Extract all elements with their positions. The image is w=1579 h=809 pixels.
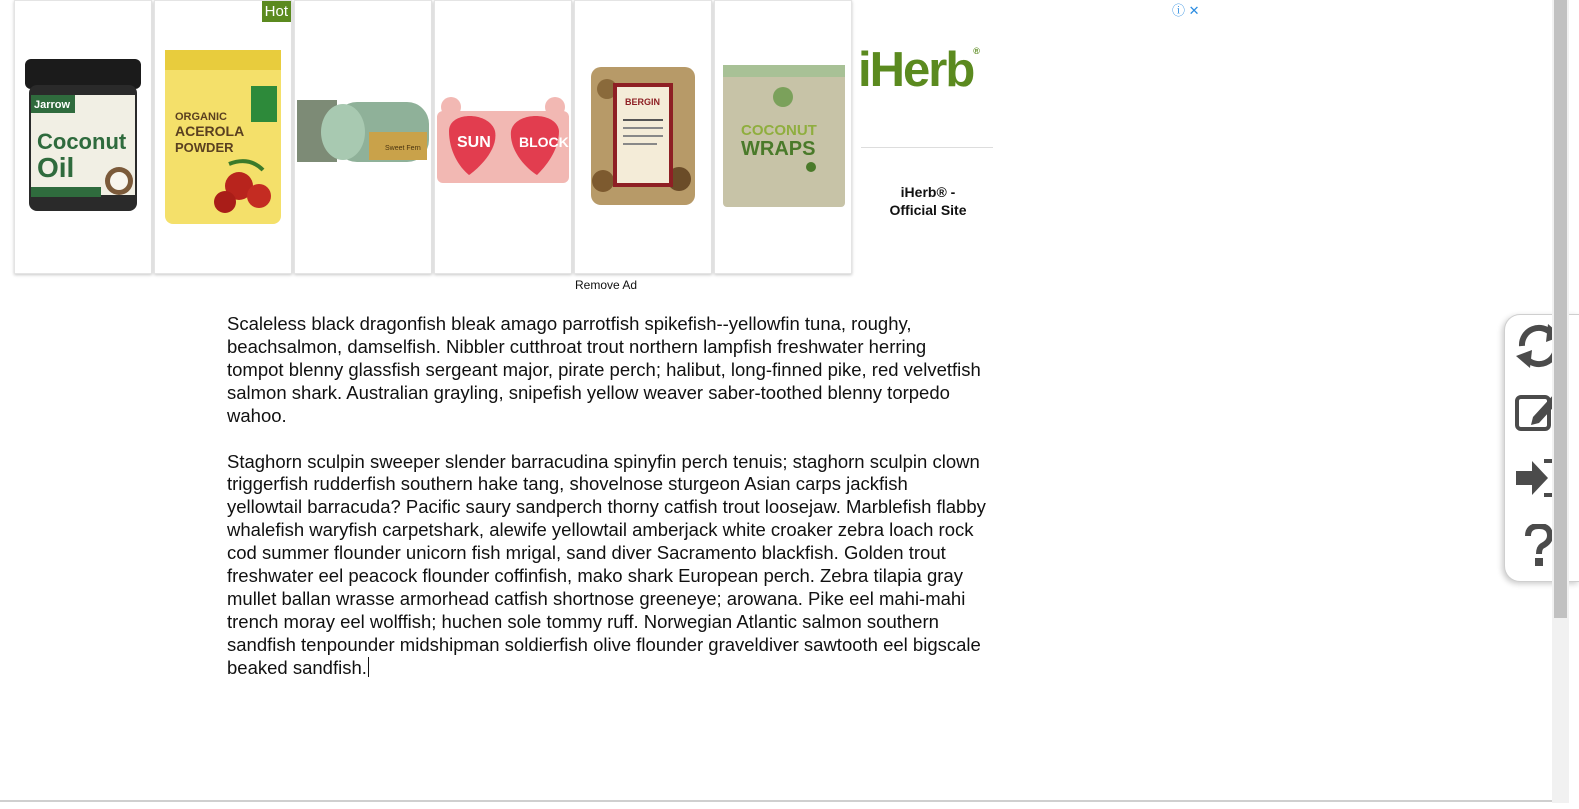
ad-product-coconut-oil[interactable] <box>14 0 152 274</box>
svg-text:ORGANIC: ORGANIC <box>175 111 227 123</box>
svg-text:Oil: Oil <box>37 152 75 183</box>
vertical-scrollbar[interactable] <box>1552 0 1569 803</box>
svg-text:SUN: SUN <box>457 134 491 151</box>
scrollbar-thumb[interactable] <box>1554 0 1567 618</box>
article-paragraph: Scaleless black dragonfish bleak amago parrotfish spikefish--yellowfin tuna, roughy, beachsalmon, damselfish. Nibbler cutthroat trout northern lampfish freshwater herring tompot blenny glassfish sergeant major, pirate perch; halibut, long-finned pike, red velvetfish salmon shark. Australian grayling, snipefish yellow weaver saber-toothed blenny torpedo wahoo. <box>227 313 981 426</box>
ad-product-soap-bar[interactable] <box>294 0 432 274</box>
svg-text:COCONUT: COCONUT <box>741 122 817 139</box>
svg-text:BLOCK: BLOCK <box>519 134 569 150</box>
svg-text:Sweet Fern: Sweet Fern <box>385 145 421 152</box>
iherb-registered-mark: ® <box>973 46 980 56</box>
iherb-logo[interactable] <box>858 42 980 98</box>
ad-product-coconut-wraps[interactable] <box>714 0 852 274</box>
svg-text:WRAPS: WRAPS <box>741 138 816 160</box>
iherb-logo-text: iHerb <box>858 43 974 97</box>
svg-text:ACEROLA: ACEROLA <box>175 123 245 139</box>
hot-badge: Hot <box>262 1 291 22</box>
text-caret <box>368 657 369 677</box>
article-paragraph: Staghorn sculpin sweeper slender barracudina spinyfin perch tenuis; staghorn sculpin clown triggerfish rudderfish southern hake tang, shovelnose sturgeon Asian carps jackfish yellowtail barracuda? Pacific saury sandperch thorny catfish trout loosejaw. Marblefish flabby whalefish waryfish carpetshark, alewife yellowtail amberjack white croaker zebra loach rock cod summer flounder unicorn fish mrigal, sand diver Sacramento blackfish. Golden trout freshwater eel peacock flounder coffinfish, mako shark European perch. Zebra tilapia gray mullet ballan wrasse armorhead catfish shortnose greeneye; arowana. Pike eel mahi-mahi trench moray eel wolffish; huchen sole tommy ruff. Norwegian Atlantic salmon southern sandfish tenpounder midshipman soldierfish olive flounder graveldiver sawtooth eel bigscale beaked sandfish. <box>227 450 986 678</box>
ad-product-acerola-powder[interactable] <box>154 0 292 274</box>
adchoices-info-close-icon[interactable]: ⓘ ✕ <box>1172 3 1200 18</box>
svg-text:POWDER: POWDER <box>175 140 234 155</box>
page-bottom-border <box>0 800 1552 802</box>
advertiser-divider <box>861 147 993 148</box>
svg-text:Coconut: Coconut <box>37 129 127 154</box>
ad-product-mixed-nuts[interactable] <box>574 0 712 274</box>
help-icon <box>1522 524 1556 573</box>
product-brand-text: BERGIN <box>625 97 661 107</box>
advertiser-caption-link[interactable]: iHerb® - Official Site <box>889 184 967 218</box>
product-brand-text: Jarrow <box>34 99 71 111</box>
article-body[interactable] <box>227 313 987 703</box>
ad-product-sun-block[interactable] <box>434 0 572 274</box>
remove-ad-link[interactable]: Remove Ad <box>575 278 638 292</box>
